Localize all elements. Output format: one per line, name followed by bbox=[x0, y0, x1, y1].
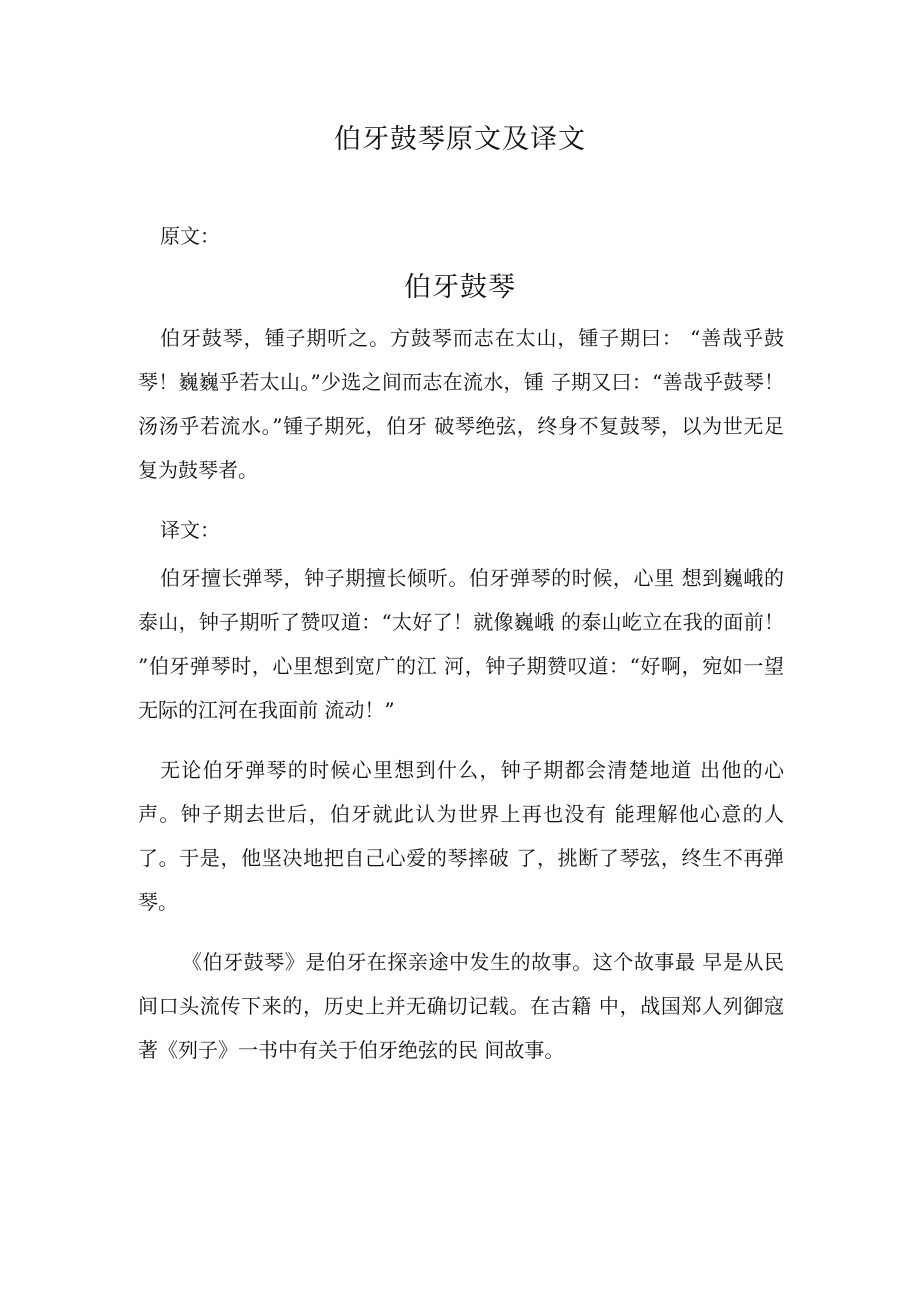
original-title: 伯牙鼓琴 bbox=[404, 272, 516, 303]
original-text-paragraph: 伯牙鼓琴，锺子期听之。方鼓琴而志在太山，锺子期曰： “善哉乎鼓琴！巍巍乎若太山。”少选之间而志在流水，锺 子期又曰：“善哉乎鼓琴！汤汤乎若流水。”锺子期死，伯牙 破琴绝弦，终身不复鼓琴，以为世无足复为鼓琴者。 bbox=[138, 326, 784, 482]
original-label: 原文： bbox=[160, 224, 220, 248]
translation-paragraph-2: 无论伯牙弹琴的时候心里想到什么，钟子期都会清楚地道 出他的心声。钟子期去世后，伯牙就此认为世界上再也没有 能理解他心意的人了。于是，他坚决地把自己心爱的琴摔破 了，挑断了琴弦，终生不再弹琴。 bbox=[138, 758, 784, 914]
translation-label: 译文： bbox=[160, 518, 220, 542]
translation-paragraph-1: 伯牙擅长弹琴，钟子期擅长倾听。伯牙弹琴的时候，心里 想到巍峨的泰山，钟子期听了赞叹道：“太好了！就像巍峨 的泰山屹立在我的面前！ ”伯牙弹琴时，心里想到宽广的江 河，钟子期赞叹道：“好啊，宛如一望无际的江河在我面前 流动！” bbox=[138, 566, 784, 722]
note-paragraph: 《伯牙鼓琴》是伯牙在探亲途中发生的故事。这个故事最 早是从民间口头流传下来的，历史上并无确切记载。在古籍 中，战国郑人列御寇著《列子》一书中有关于伯牙绝弦的民 间故事。 bbox=[138, 950, 784, 1062]
document-title: 伯牙鼓琴原文及译文 bbox=[334, 124, 586, 155]
